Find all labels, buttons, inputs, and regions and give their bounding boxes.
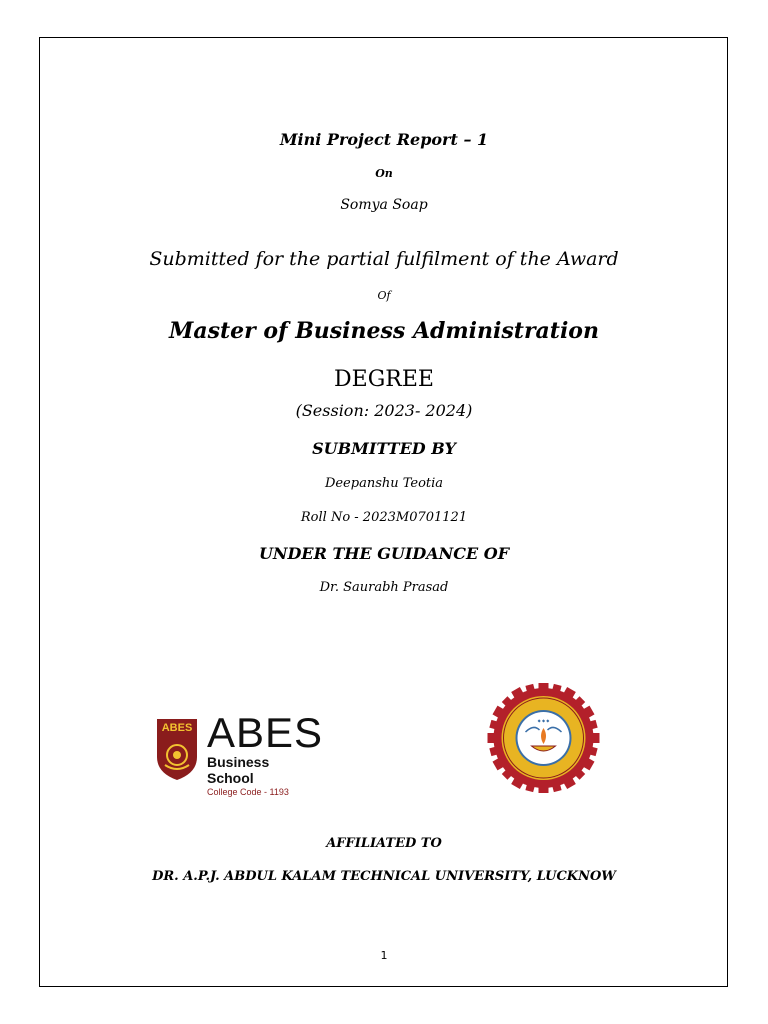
abes-name: ABES	[207, 709, 324, 756]
student-name: Deepanshu Teotia	[324, 476, 444, 491]
abes-school: Business School	[207, 754, 270, 786]
university-name: DR. A.P.J. ABDUL KALAM TECHNICAL UNIVERSITY, LUCKNOW	[152, 869, 616, 884]
abes-wordmark	[207, 709, 324, 798]
abes-shield-icon	[155, 717, 199, 781]
svg-text:◆ ◆ ◆: ◆ ◆ ◆	[537, 718, 550, 723]
roll-number: Roll No - 2023M0701121	[300, 510, 468, 525]
degree-name: Master of Business Administration	[169, 318, 599, 344]
session-text: (Session: 2023- 2024)	[295, 401, 473, 420]
aktu-seal-icon	[472, 683, 615, 793]
submitted-for-text: Submitted for the partial fulfilment of the Award	[149, 248, 619, 270]
abes-college-code: College Code - 1193	[207, 787, 289, 797]
of-label: Of	[377, 289, 391, 302]
abes-logo	[155, 709, 324, 797]
on-label: On	[375, 167, 393, 180]
report-topic: Somya Soap	[340, 197, 428, 213]
abes-shield-text: ABES	[161, 722, 193, 734]
submitted-by-heading: SUBMITTED BY	[312, 439, 456, 458]
report-title: Mini Project Report – 1	[279, 130, 489, 149]
guide-name: Dr. Saurabh Prasad	[319, 580, 449, 595]
degree-label: DEGREE	[334, 367, 434, 392]
affiliated-to-heading: AFFILIATED TO	[326, 836, 442, 851]
page-number: 1	[380, 949, 388, 962]
guidance-heading: UNDER THE GUIDANCE OF	[258, 544, 510, 563]
